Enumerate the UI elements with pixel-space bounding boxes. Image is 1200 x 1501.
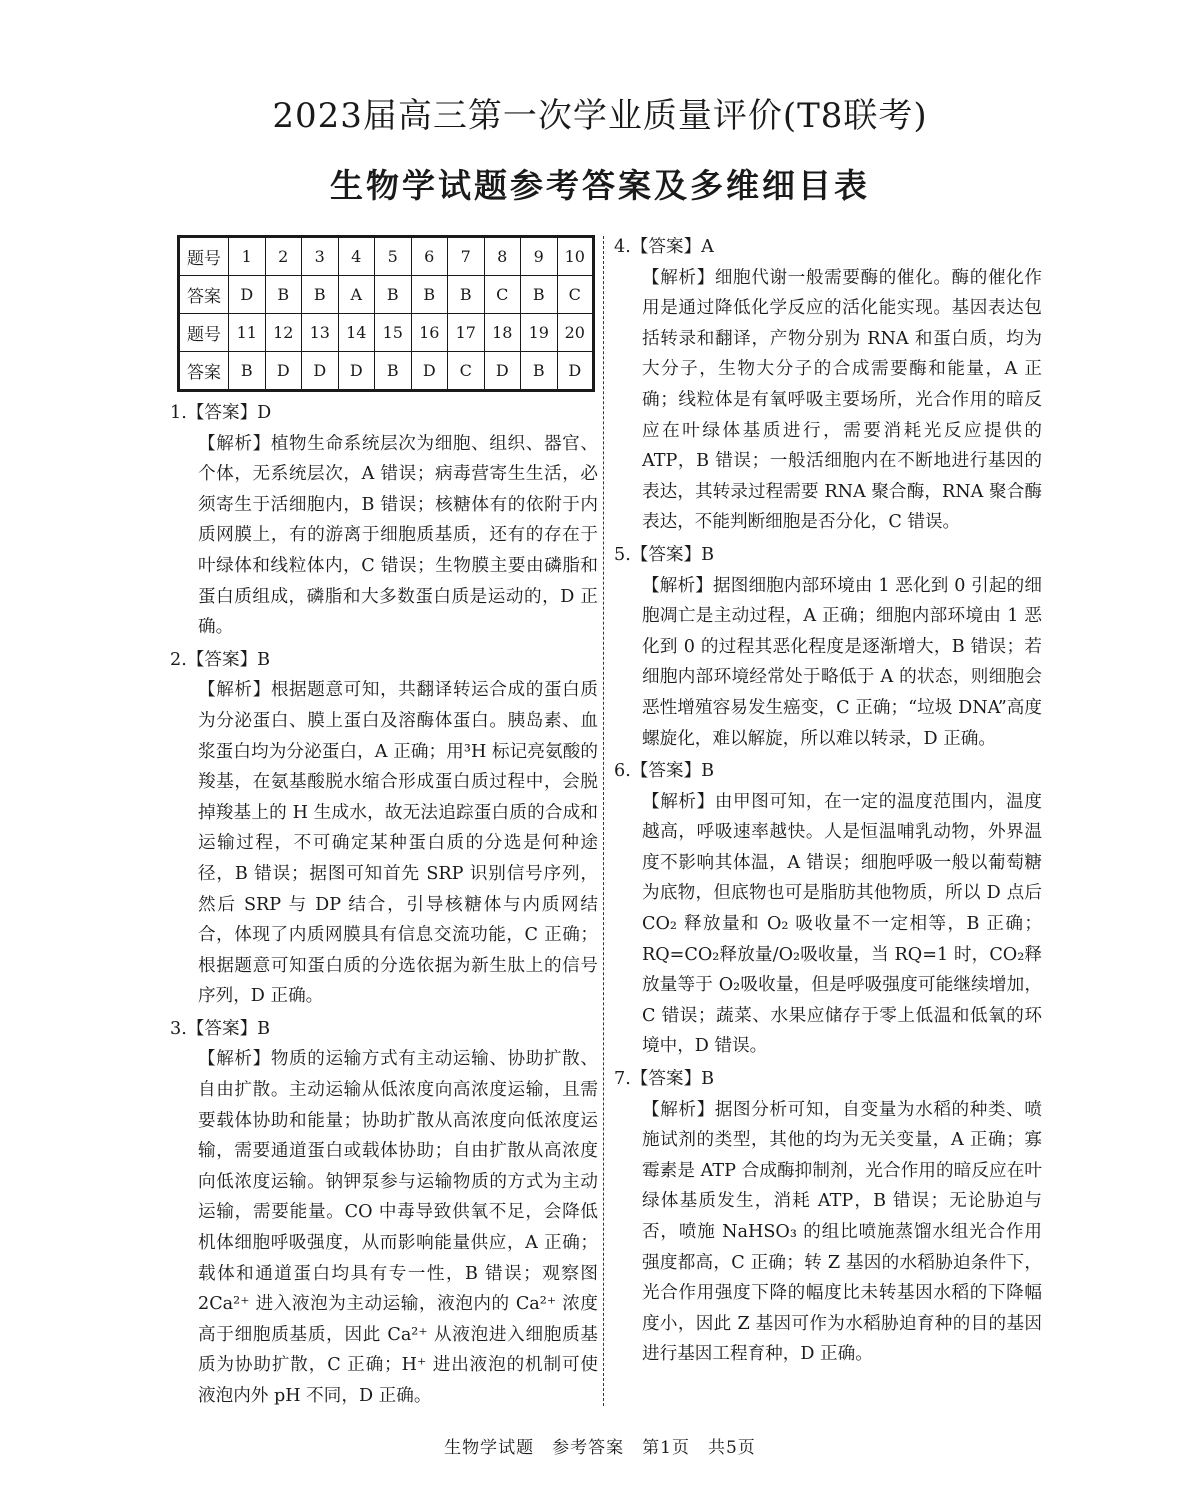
- question-answer: 2.【答案】B: [170, 649, 271, 670]
- question-answer: 6.【答案】B: [614, 761, 715, 782]
- answer-table-cell: 7: [448, 237, 485, 276]
- answer-table-cell: 10: [557, 237, 594, 276]
- question-block: [170, 398, 598, 643]
- answer-table-cell: B: [521, 276, 558, 314]
- answer-table-cell: 14: [338, 314, 375, 352]
- answer-table-cell: 5: [375, 237, 412, 276]
- question-block: [614, 232, 1042, 538]
- answer-table-cell: D: [484, 352, 521, 391]
- question-answer: 7.【答案】B: [614, 1069, 715, 1090]
- answer-table-cell: 3: [302, 237, 339, 276]
- answer-table: [177, 235, 595, 392]
- answer-table-cell: D: [302, 352, 339, 391]
- question-block: [170, 1014, 598, 1412]
- answer-table-cell: B: [375, 352, 412, 391]
- answer-table-cell: A: [338, 276, 375, 314]
- answer-table-cell: 1: [229, 237, 266, 276]
- answer-table-cell: 18: [484, 314, 521, 352]
- question-answer: 3.【答案】B: [170, 1018, 271, 1039]
- answer-table-cell: 16: [411, 314, 448, 352]
- answer-table-cell: 17: [448, 314, 485, 352]
- answer-table-cell: B: [411, 276, 448, 314]
- answer-table-cell: 11: [229, 314, 266, 352]
- answer-table-cell: B: [521, 352, 558, 391]
- answer-table-cell: 2: [265, 237, 302, 276]
- answer-table-cell: C: [448, 352, 485, 391]
- answer-table-cell: C: [557, 276, 594, 314]
- question-block: [614, 756, 1042, 1062]
- page-footer: 生物学试题 参考答案 第1页 共5页: [444, 1438, 756, 1458]
- answer-table-row: [179, 352, 594, 391]
- document-title: 2023届高三第一次学业质量评价(T8联考): [272, 96, 928, 136]
- answer-table-cell: 13: [302, 314, 339, 352]
- question-answer: 4.【答案】A: [614, 237, 714, 257]
- answer-table-row-header: 题号: [179, 237, 229, 276]
- answer-table-cell: 8: [484, 237, 521, 276]
- answer-table-cell: B: [302, 276, 339, 314]
- column-divider: [603, 236, 604, 1406]
- question-explanation: 【解析】据图分析可知，自变量为水稻的种类、喷施试剂的类型，其他的均为无关变量，A 正确；寡霉素是 ATP 合成酶抑制剂，光合作用的暗反应在叶绿体基质发生，消耗 ATP，B 错误；无论胁迫与否，喷施 NaHSO₃ 的组比喷施蒸馏水组光合作用强度都高，C 正确；转 Z 基因的水稻胁迫条件下，光合作用强度下降的幅度比未转基因水稻的下降幅度小，因此 Z 基因可作为水稻胁迫育种的目的基因进行基因工程育种，D 正确。: [642, 1099, 1042, 1365]
- answer-table-row: [179, 276, 594, 314]
- answer-table-row: [179, 237, 594, 276]
- answer-table-cell: D: [338, 352, 375, 391]
- question-explanation: 【解析】据图细胞内部环境由 1 恶化到 0 引起的细胞凋亡是主动过程，A 正确；细胞内部环境由 1 恶化到 0 的过程其恶化程度是逐渐增大，B 错误；若细胞内部环境经常处于略低于 A 的状态，则细胞会恶性增殖容易发生癌变，C 正确；“垃圾 DNA”高度螺旋化，难以解旋，所以难以转录，D 正确。: [642, 575, 1042, 749]
- question-explanation: 【解析】细胞代谢一般需要酶的催化。酶的催化作用是通过降低化学反应的活化能实现。基因表达包括转录和翻译，产物分别为 RNA 和蛋白质，均为大分子，生物大分子的合成需要酶和能量，A 正确；线粒体是有氧呼吸主要场所，光合作用的暗反应在叶绿体基质进行，需要消耗光反应提供的 ATP，B 错误；一般活细胞内在不断地进行基因的表达，其转录过程需要 RNA 聚合酶，RNA 聚合酶表达，不能判断细胞是否分化，C 错误。: [642, 267, 1042, 533]
- answer-table-cell: B: [448, 276, 485, 314]
- answer-table-cell: 9: [521, 237, 558, 276]
- question-block: [614, 540, 1042, 754]
- question-answer: 1.【答案】D: [170, 403, 272, 423]
- answer-table-cell: 12: [265, 314, 302, 352]
- answer-table-cell: 20: [557, 314, 594, 352]
- question-explanation: 【解析】由甲图可知，在一定的温度范围内，温度越高，呼吸速率越快。人是恒温哺乳动物，外界温度不影响其体温，A 错误；细胞呼吸一般以葡萄糖为底物，但底物也可是脂肪其他物质，所以 D 点后 CO₂ 释放量和 O₂ 吸收量不一定相等，B 正确；RQ=CO₂释放量/O₂吸收量，当 RQ=1 时，CO₂释放量等于 O₂吸收量，但是呼吸强度可能继续增加，C 错误；蔬菜、水果应储存于零上低温和低氧的环境中，D 错误。: [642, 791, 1042, 1057]
- answer-table-row-header: 答案: [179, 352, 229, 391]
- right-column: [614, 232, 1042, 1372]
- question-explanation: 【解析】物质的运输方式有主动运输、协助扩散、自由扩散。主动运输从低浓度向高浓度运输，且需要载体协助和能量；协助扩散从高浓度向低浓度运输，需要通道蛋白或载体协助；自由扩散从高浓度向低浓度运输。钠钾泵参与运输物质的方式为主动运输，需要能量。CO 中毒导致供氧不足，会降低机体细胞呼吸强度，从而影响能量供应，A 正确；载体和通道蛋白均具有专一性，B 错误；观察图 2Ca²⁺ 进入液泡为主动运输，液泡内的 Ca²⁺ 浓度高于细胞质基质，因此 Ca²⁺ 从液泡进入细胞质基质为协助扩散，C 正确；H⁺ 进出液泡的机制可使液泡内外 pH 不同，D 正确。: [198, 1049, 598, 1406]
- answer-table-row-header: 答案: [179, 276, 229, 314]
- answer-table-cell: B: [375, 276, 412, 314]
- answer-table-cell: 15: [375, 314, 412, 352]
- question-block: [614, 1064, 1042, 1370]
- answer-table-cell: C: [484, 276, 521, 314]
- answer-table-cell: 19: [521, 314, 558, 352]
- answer-table-cell: D: [265, 352, 302, 391]
- answer-table-cell: 4: [338, 237, 375, 276]
- answer-table-cell: B: [265, 276, 302, 314]
- left-column: [170, 398, 598, 1414]
- answer-table-row-header: 题号: [179, 314, 229, 352]
- answer-table-cell: D: [411, 352, 448, 391]
- question-answer: 5.【答案】B: [614, 544, 715, 565]
- answer-table-cell: 6: [411, 237, 448, 276]
- document-subtitle: 生物学试题参考答案及多维细目表: [330, 166, 870, 205]
- answer-table-cell: B: [229, 352, 266, 391]
- answer-table-row: [179, 314, 594, 352]
- question-block: [170, 645, 598, 1012]
- answer-table-cell: D: [557, 352, 594, 391]
- answer-table-cell: D: [229, 276, 266, 314]
- question-explanation: 【解析】根据题意可知，共翻译转运合成的蛋白质为分泌蛋白、膜上蛋白及溶酶体蛋白。胰岛素、血浆蛋白均为分泌蛋白，A 正确；用³H 标记亮氨酸的羧基，在氨基酸脱水缩合形成蛋白质过程中，会脱掉羧基上的 H 生成水，故无法追踪蛋白质的合成和运输过程，不可确定某种蛋白质的分选是何种途径，B 错误；据图可知首先 SRP 识别信号序列，然后 SRP 与 DP 结合，引导核糖体与内质网结合，体现了内质网膜具有信息交流功能，C 正确；根据题意可知蛋白质的分选依据为新生肽上的信号序列，D 正确。: [198, 680, 598, 1007]
- question-explanation: 【解析】植物生命系统层次为细胞、组织、器官、个体，无系统层次，A 错误；病毒营寄生生活，必须寄生于活细胞内，B 错误；核糖体有的依附于内质网膜上，有的游离于细胞质基质，还有的存在于叶绿体和线粒体内，C 错误；生物膜主要由磷脂和蛋白质组成，磷脂和大多数蛋白质是运动的，D 正确。: [198, 433, 598, 638]
